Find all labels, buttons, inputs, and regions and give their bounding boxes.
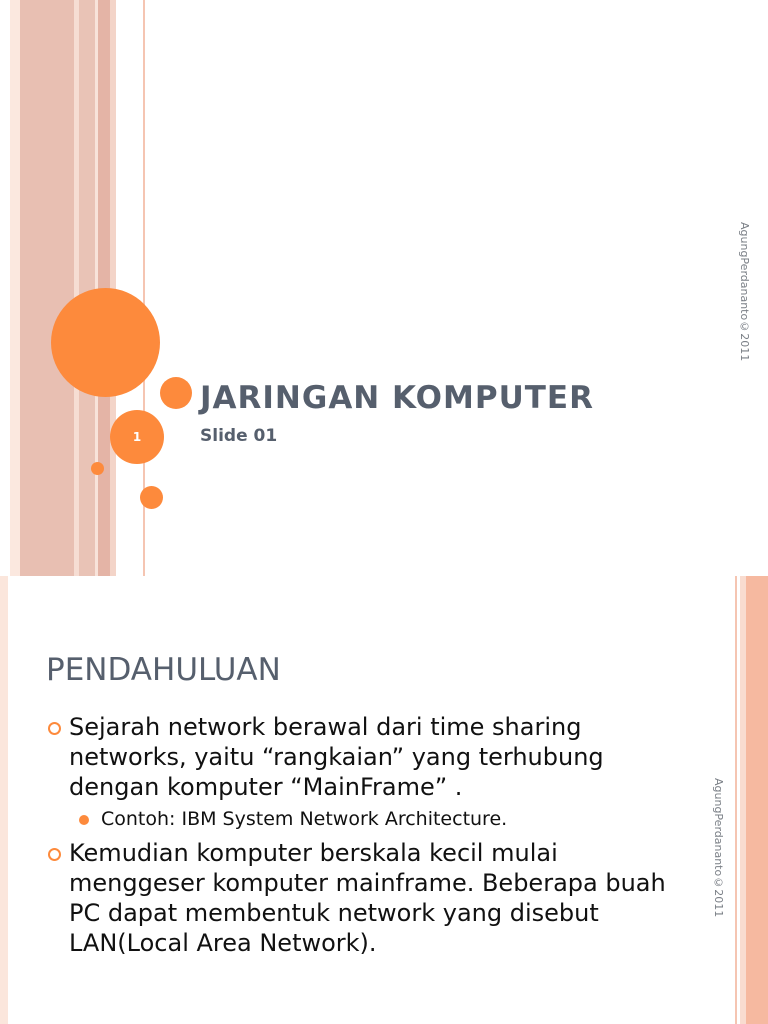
- sub-bullet-text: Contoh: IBM System Network Architecture.: [101, 808, 508, 830]
- bullet-text: Kemudian komputer berskala kecil mulai menggeser komputer mainframe. Beberapa buah PC dapat membentuk network yang disebut LAN(Local Area Network).: [69, 839, 666, 957]
- bullet-list: [46, 712, 666, 962]
- decorative-stripe: [79, 0, 95, 576]
- footer-copyright: AgungPerdananto©2011: [712, 778, 725, 918]
- decorative-stripe: [20, 0, 74, 576]
- decorative-circle: [140, 486, 163, 509]
- decorative-stripe: [735, 576, 737, 1024]
- decorative-stripe: [10, 0, 20, 576]
- bullet-dot-icon: [79, 815, 89, 825]
- bullet-text: Sejarah network berawal dari time sharing networks, yaitu “rangkaian” yang terhubung dengan komputer “MainFrame” .: [69, 713, 604, 801]
- bullet-ring-icon: [48, 848, 61, 861]
- decorative-circle: [160, 377, 192, 409]
- bullet-item: [46, 838, 666, 958]
- slide-number: 1: [132, 430, 142, 444]
- slide-title: JARINGAN KOMPUTER: [200, 380, 594, 416]
- decorative-stripe: [0, 576, 8, 1024]
- bullet-ring-icon: [48, 722, 61, 735]
- slide-heading: PENDAHULUAN: [46, 652, 281, 688]
- bullet-item: [46, 712, 666, 802]
- decorative-circle-small: [91, 462, 104, 475]
- decorative-circle-large: [51, 288, 160, 397]
- slide-subtitle: Slide 01: [200, 426, 278, 446]
- sub-bullet-item: [46, 806, 666, 832]
- decorative-stripe: [746, 576, 768, 1024]
- footer-copyright: AgungPerdananto©2011: [738, 222, 751, 362]
